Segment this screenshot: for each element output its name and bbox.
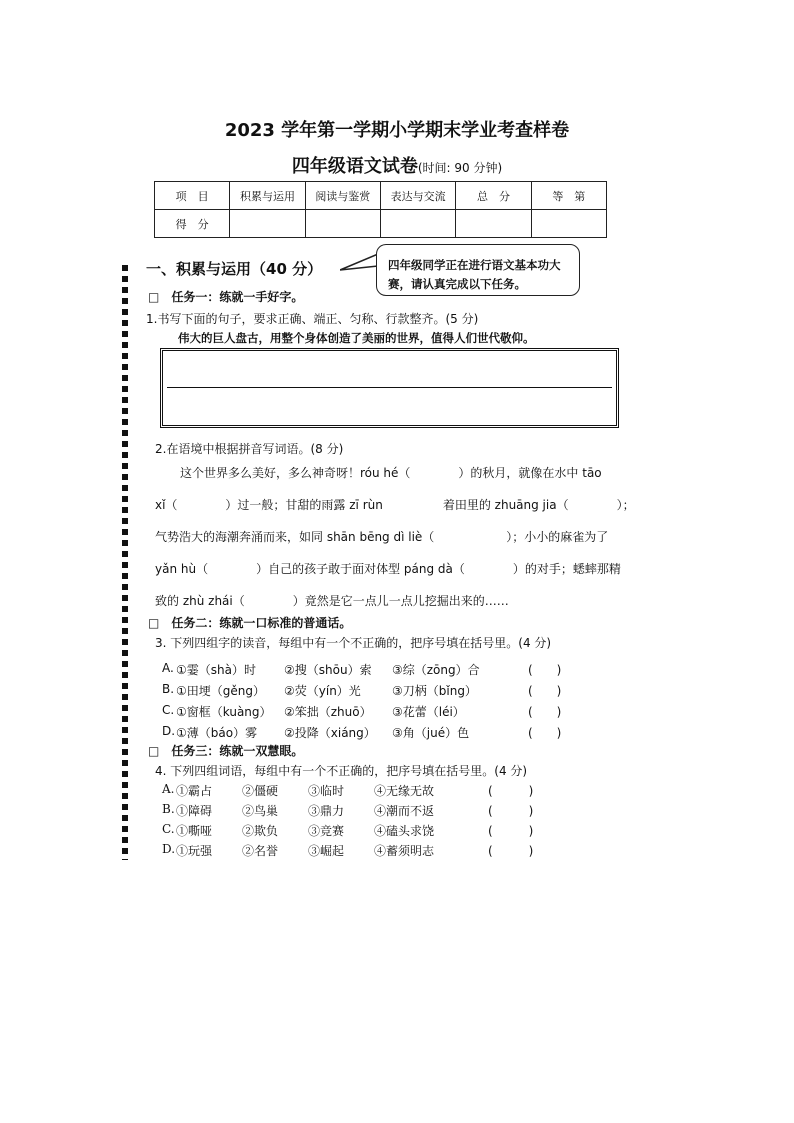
option-item: ④潮而不返 — [374, 804, 435, 818]
speech-bubble-tail — [340, 252, 380, 272]
question-4: 4. 下列四组词语，每组中有一个不正确的，把序号填在括号里。(4 分) — [155, 764, 528, 778]
binding-margin — [122, 265, 128, 860]
option-item: ①窗框（kuàng） — [176, 705, 272, 719]
score-table-header-row — [155, 182, 607, 210]
option-label: A. — [162, 661, 174, 675]
question-2-line: 气势浩大的海潮奔涌而来，如同 shān bēng dì liè（ ）；小小的麻雀为了 — [155, 530, 609, 544]
score-cell: 总 分 — [456, 182, 531, 210]
score-input-cell[interactable] — [230, 210, 305, 238]
option-item: ③综（zōng）合 — [392, 663, 480, 677]
option-item: ④蓄须明志 — [374, 844, 435, 858]
option-item: ②僵硬 — [242, 784, 279, 798]
option-item: ①霎（shà）时 — [176, 663, 256, 677]
exam-time: (时间: 90 分钟) — [417, 161, 503, 175]
option-label: C. — [162, 703, 175, 717]
option-label: B. — [162, 682, 175, 696]
answer-paren[interactable]: ( ) — [488, 784, 534, 798]
option-item: ③崛起 — [308, 844, 345, 858]
score-cell: 项 目 — [155, 182, 230, 210]
option-label: D. — [162, 842, 176, 856]
score-cell: 表达与交流 — [380, 182, 455, 210]
score-input-cell[interactable] — [305, 210, 380, 238]
option-label: B. — [162, 802, 175, 816]
answer-paren[interactable]: ( ) — [488, 804, 534, 818]
copy-sentence: 伟大的巨人盘古，用整个身体创造了美丽的世界，值得人们世代敬仰。 — [178, 331, 535, 345]
option-item: ②名誉 — [242, 844, 279, 858]
handwriting-box[interactable] — [160, 348, 619, 428]
answer-paren[interactable]: ( ) — [488, 844, 534, 858]
question-1: 1.书写下面的句子，要求正确、端正、匀称、行款整齐。(5 分) — [146, 312, 479, 326]
score-input-cell[interactable] — [380, 210, 455, 238]
option-item: ①薄（báo）雾 — [176, 726, 258, 740]
exam-subtitle — [0, 152, 794, 178]
task-title: □ 任务三：练就一双慧眼。 — [148, 744, 304, 758]
option-item: ③鼎力 — [308, 804, 345, 818]
speech-bubble-text: 四年级同学正在进行语文基本功大赛，请认真完成以下任务。 — [388, 258, 561, 291]
score-input-cell[interactable] — [531, 210, 606, 238]
option-item: ②搜（shōu）索 — [284, 663, 372, 677]
option-item: ①障碍 — [176, 804, 213, 818]
exam-title: 2023 学年第一学期小学期末学业考查样卷 — [224, 120, 570, 141]
option-item: ③角（jué）色 — [392, 726, 470, 740]
answer-paren[interactable]: ( ) — [528, 726, 562, 740]
option-item: ③临时 — [308, 784, 345, 798]
question-2-line: yǎn hù（ ）自己的孩子敢于面对体型 páng dà（ ）的对手；蟋蟀那精 — [155, 562, 621, 576]
score-table — [154, 181, 607, 238]
answer-paren[interactable]: ( ) — [528, 705, 562, 719]
option-item: ②投降（xiáng） — [284, 726, 376, 740]
option-item: ①田埂（gěng） — [176, 684, 265, 698]
question-2-line: 这个世界多么美好，多么神奇呀！róu hé（ ）的秋月，就像在水中 tāo — [180, 466, 602, 480]
option-item: ③刀柄（bǐng） — [392, 684, 477, 698]
score-table-row — [155, 210, 607, 238]
option-item: ①嘶哑 — [176, 824, 213, 838]
answer-paren[interactable]: ( ) — [488, 824, 534, 838]
question-2: 2.在语境中根据拼音写词语。(8 分) — [155, 442, 344, 456]
answer-paren[interactable]: ( ) — [528, 663, 562, 677]
task-title: □ 任务二：练就一口标准的普通话。 — [148, 616, 352, 630]
option-item: ②笨拙（zhuō） — [284, 705, 372, 719]
task-title: □ 任务一：练就一手好字。 — [148, 290, 304, 304]
option-item: ②荧（yín）光 — [284, 684, 361, 698]
option-item: ①霸占 — [176, 784, 213, 798]
subject-title: 四年级语文试卷 — [291, 156, 418, 177]
option-item: ③花蕾（léi） — [392, 705, 465, 719]
score-input-cell[interactable] — [456, 210, 531, 238]
writing-line — [167, 387, 612, 388]
option-item: ②鸟巢 — [242, 804, 279, 818]
option-item: ①玩强 — [176, 844, 213, 858]
score-cell: 得 分 — [155, 210, 230, 238]
section-title: 一、积累与运用（40 分） — [146, 260, 323, 278]
option-label: C. — [162, 822, 175, 836]
question-2-line: 致的 zhù zhái（ ）竟然是它一点儿一点儿挖掘出来的…… — [155, 594, 509, 608]
question-2-line: xǐ（ ）过一般；甘甜的雨露 zī rùn 着田里的 zhuāng jia（ ）； — [155, 498, 635, 512]
option-label: D. — [162, 724, 176, 738]
question-3: 3. 下列四组字的读音，每组中有一个不正确的，把序号填在括号里。(4 分) — [155, 636, 552, 650]
option-item: ④磕头求饶 — [374, 824, 435, 838]
option-item: ③竞赛 — [308, 824, 345, 838]
option-item: ②欺负 — [242, 824, 279, 838]
score-cell: 等 第 — [531, 182, 606, 210]
option-label: A. — [162, 782, 175, 796]
answer-paren[interactable]: ( ) — [528, 684, 562, 698]
option-item: ④无缘无故 — [374, 784, 435, 798]
score-cell: 阅读与鉴赏 — [305, 182, 380, 210]
score-cell: 积累与运用 — [230, 182, 305, 210]
